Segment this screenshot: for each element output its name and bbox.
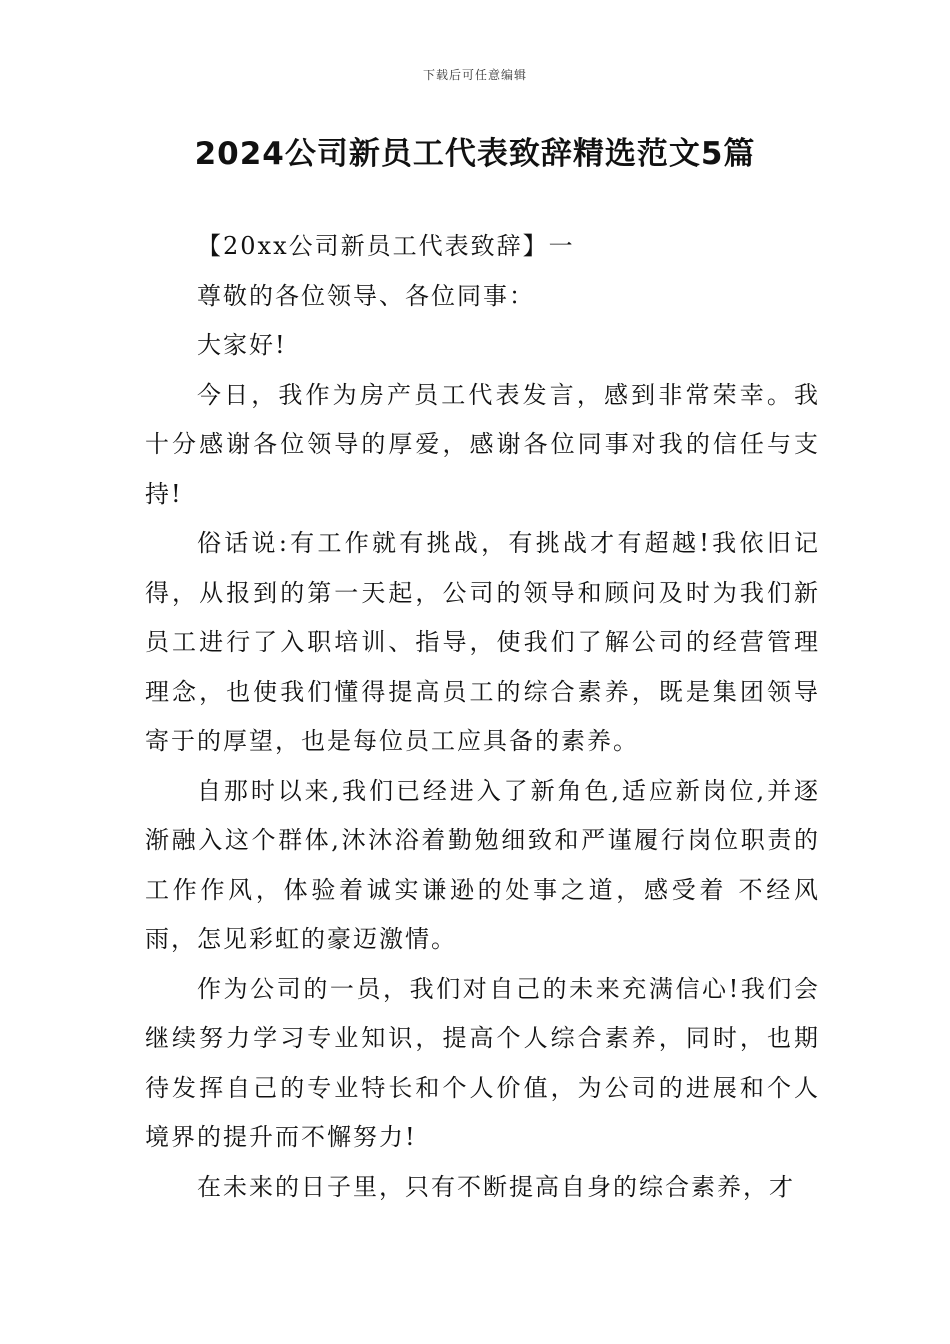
paragraph-body: 今日，我作为房产员工代表发言，感到非常荣幸。我十分感谢各位领导的厚爱，感谢各位同事对我的信任与支持! [145,380,820,508]
paragraph-body: 自那时以来,我们已经进入了新角色,适应新岗位,并逐渐融入这个群体,沐沐浴着勤勉细致和严谨履行岗位职责的工作作风，体验着诚实谦逊的处事之道，感受着 不经风雨，怎见彩虹的豪迈激情。 [145,776,820,953]
paragraph-body: 作为公司的一员，我们对自己的未来充满信心!我们会继续努力学习专业知识，提高个人综合素养，同时，也期待发挥自己的专业特长和个人价值，为公司的进展和个人境界的提升而不懈努力! [145,974,820,1151]
document-body [145,222,820,1212]
paragraph-body: 在未来的日子里，只有不断提高自身的综合素养，才 [197,1172,795,1201]
paragraph-greeting: 大家好! [197,331,287,359]
header-note: 下载后可任意编辑 [422,68,527,82]
paragraph-section-heading: 【20xx公司新员工代表致辞】一 [197,232,575,260]
document-title: 2024公司新员工代表致辞精选范文5篇 [194,136,756,172]
paragraph-body: 俗话说:有工作就有挑战，有挑战才有超越!我依旧记得，从报到的第一天起，公司的领导和顾问及时为我们新员工进行了入职培训、指导，使我们了解公司的经营管理理念，也使我们懂得提高员工的综合素养，既是集团领导寄于的厚望，也是每位员工应具备的素养。 [145,529,820,755]
paragraph-salutation: 尊敬的各位领导、各位同事： [197,281,535,310]
